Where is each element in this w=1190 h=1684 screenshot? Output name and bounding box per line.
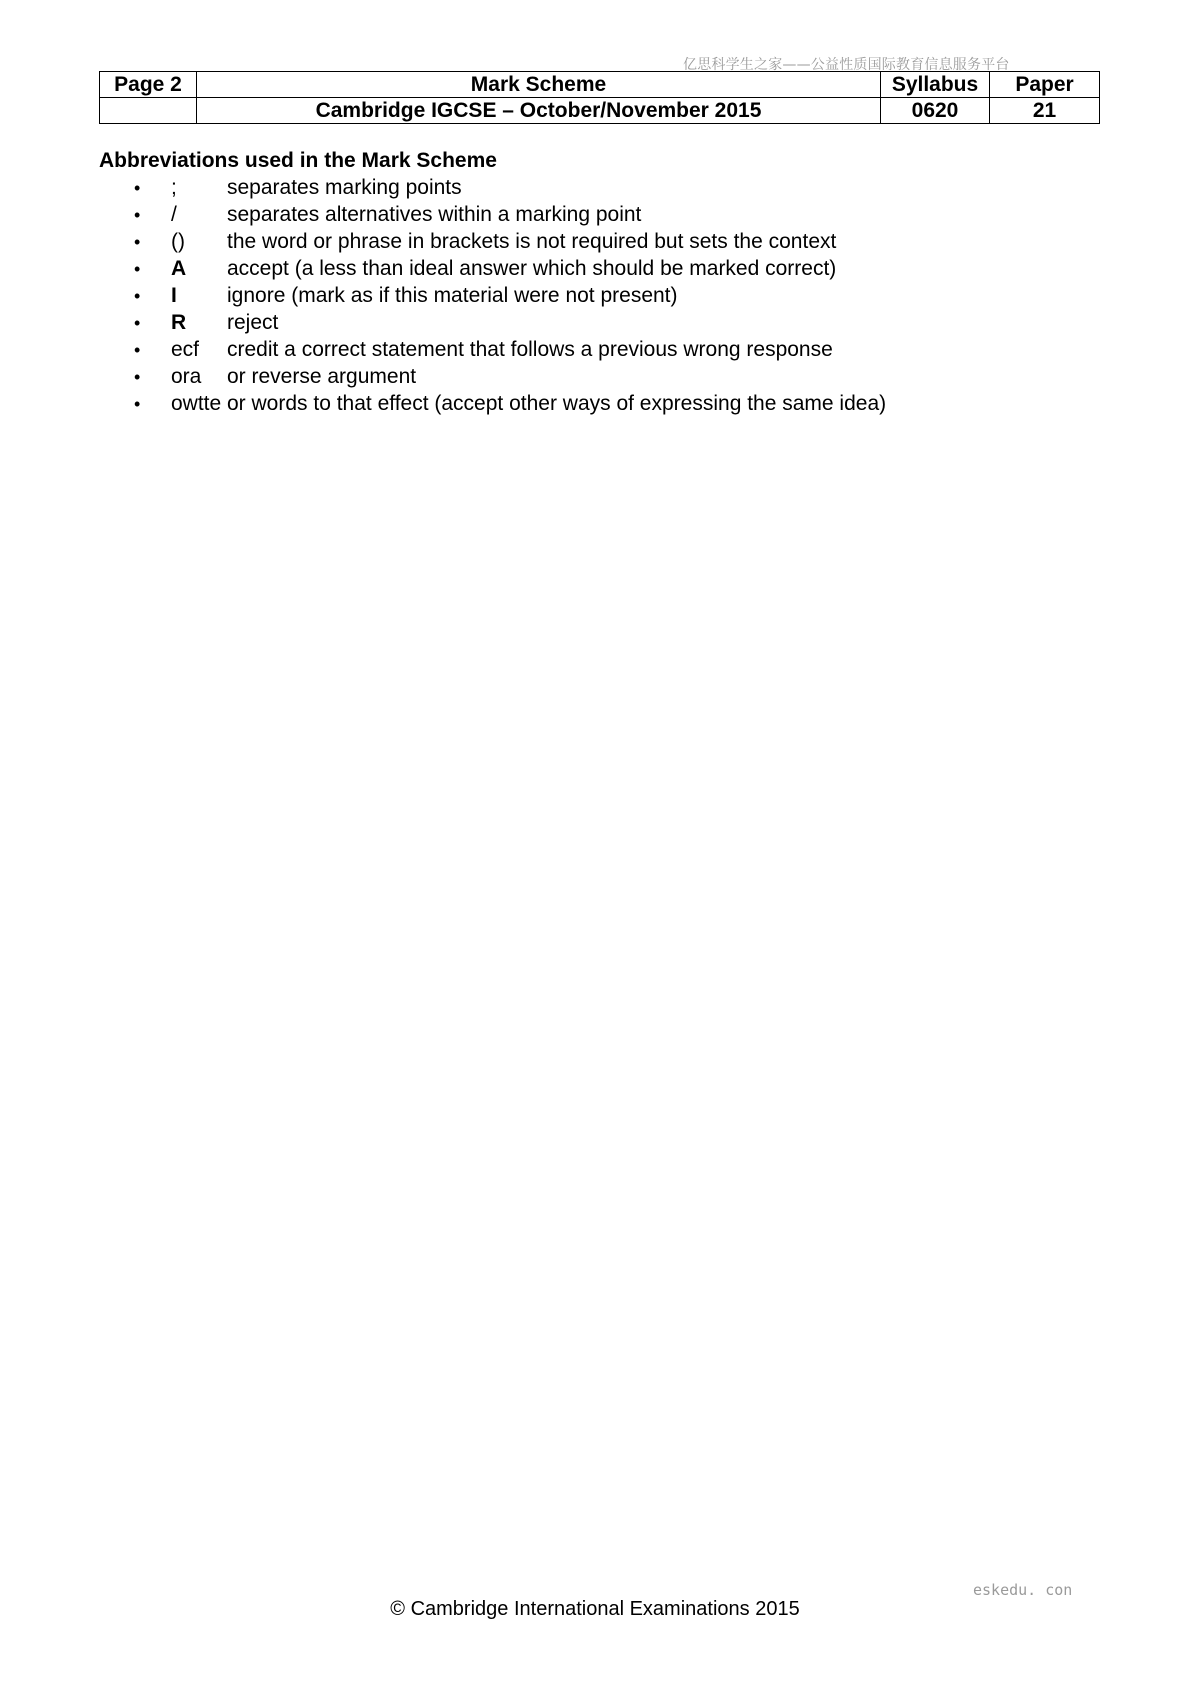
list-item <box>99 255 1099 282</box>
abbreviation-meaning: separates alternatives within a marking point <box>227 203 642 226</box>
abbreviation-meaning: or reverse argument <box>227 365 417 388</box>
abbreviations-section <box>99 147 1099 417</box>
abbreviation: ; <box>171 176 177 199</box>
abbreviation: / <box>171 203 177 226</box>
header-row-1 <box>100 72 1100 98</box>
abbreviation: I <box>171 284 177 307</box>
abbreviation-meaning: or words to that effect (accept other ways of expressing the same idea) <box>227 392 887 415</box>
list-item <box>99 336 1099 363</box>
abbreviations-list <box>99 174 1099 417</box>
copyright-footer: © Cambridge International Examinations 2015 <box>390 1598 800 1620</box>
header-table <box>99 71 1100 124</box>
bullet-icon: • <box>134 178 141 198</box>
bullet-icon: • <box>134 340 141 360</box>
abbreviation-meaning: the word or phrase in brackets is not required but sets the context <box>227 230 837 253</box>
list-item <box>99 309 1099 336</box>
bullet-icon: • <box>134 367 141 387</box>
bullet-icon: • <box>134 286 141 306</box>
page-label: Page 2 <box>100 72 197 98</box>
abbreviation: A <box>171 257 187 280</box>
bullet-icon: • <box>134 313 141 333</box>
header-row-2 <box>100 98 1100 124</box>
abbreviation-meaning: reject <box>227 311 279 334</box>
list-item <box>99 282 1099 309</box>
bullet-icon: • <box>134 205 141 225</box>
abbreviation: () <box>171 230 185 253</box>
list-item <box>99 363 1099 390</box>
list-item <box>99 201 1099 228</box>
abbreviations-title: Abbreviations used in the Mark Scheme <box>99 149 497 172</box>
paper-label: Paper <box>990 72 1100 98</box>
syllabus-label: Syllabus <box>881 72 990 98</box>
abbreviation-meaning: separates marking points <box>227 176 462 199</box>
watermark-top-text: 亿思科学生之家——公益性质国际教育信息服务平台 <box>683 57 1010 73</box>
syllabus-value: 0620 <box>881 98 990 124</box>
list-item <box>99 174 1099 201</box>
bullet-icon: • <box>134 232 141 252</box>
watermark-bottom-text: eskedu. con <box>973 1581 1073 1599</box>
bullet-icon: • <box>134 259 141 279</box>
abbreviation: ora <box>171 365 202 388</box>
list-item <box>99 228 1099 255</box>
abbreviation: R <box>171 311 187 334</box>
abbreviation: owtte <box>171 392 222 415</box>
page-title: Mark Scheme <box>197 72 881 98</box>
abbreviation-meaning: accept (a less than ideal answer which should be marked correct) <box>227 257 837 280</box>
empty-cell <box>100 98 197 124</box>
abbreviation: ecf <box>171 338 200 361</box>
list-item <box>99 390 1099 417</box>
bullet-icon: • <box>134 394 141 414</box>
exam-subtitle: Cambridge IGCSE – October/November 2015 <box>197 98 881 124</box>
abbreviation-meaning: ignore (mark as if this material were not present) <box>227 284 678 307</box>
abbreviation-meaning: credit a correct statement that follows a previous wrong response <box>227 338 833 361</box>
paper-value: 21 <box>990 98 1100 124</box>
